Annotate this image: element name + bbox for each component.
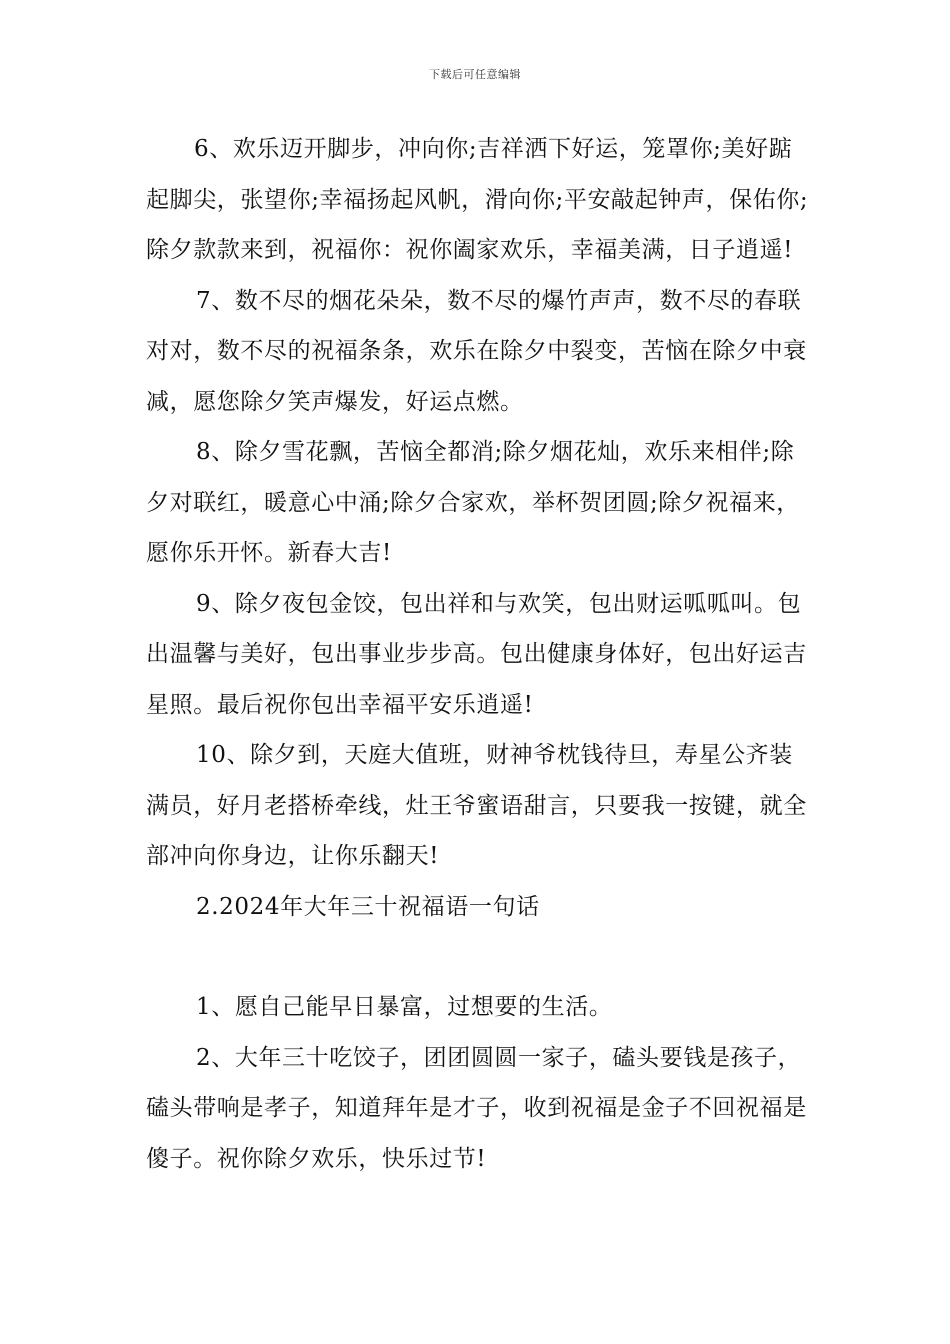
paragraph-9: 9、除夕夜包金饺，包出祥和与欢笑，包出财运呱呱叫。包出温馨与美好，包出事业步步高。包出健康身体好，包出好运吉星照。最后祝你包出幸福平安乐逍遥!: [146, 590, 807, 718]
paragraph-7: 7、数不尽的烟花朵朵，数不尽的爆竹声声，数不尽的春联对对，数不尽的祝福条条，欢乐在除夕中裂变，苦恼在除夕中衰减，愿您除夕笑声爆发，好运点燃。: [146, 287, 807, 415]
paragraph-6: 6、欢乐迈开脚步，冲向你;吉祥洒下好运，笼罩你;美好踮起脚尖，张望你;幸福扬起风帆，滑向你;平安敲起钟声，保佑你;除夕款款来到，祝福你：祝你阖家欢乐，幸福美满，日子逍遥!: [146, 136, 809, 263]
paragraph-8: 8、除夕雪花飘，苦恼全都消;除夕烟花灿，欢乐来相伴;除夕对联红，暖意心中涌;除夕合家欢，举杯贺团圆;除夕祝福来，愿你乐开怀。新春大吉!: [146, 439, 800, 566]
section-heading: 2.2024年大年三十祝福语一句话: [196, 893, 540, 920]
blank-line: [146, 932, 811, 982]
document-body: [146, 124, 811, 1184]
page-header-note: 下载后可任意编辑: [429, 68, 521, 81]
section-item-2: 2、大年三十吃饺子，团团圆圆一家子，磕头要钱是孩子，磕头带响是孝子，知道拜年是才子，收到祝福是金子不回祝福是傻子。祝你除夕欢乐，快乐过节!: [146, 1044, 807, 1172]
paragraph-10: 10、除夕到，天庭大值班，财神爷枕钱待旦，寿星公齐装满员，好月老搭桥牵线，灶王爷蜜语甜言，只要我一按键，就全部冲向你身边，让你乐翻天!: [146, 742, 807, 869]
section-item-1: 1、愿自己能早日暴富，过想要的生活。: [196, 994, 613, 1020]
